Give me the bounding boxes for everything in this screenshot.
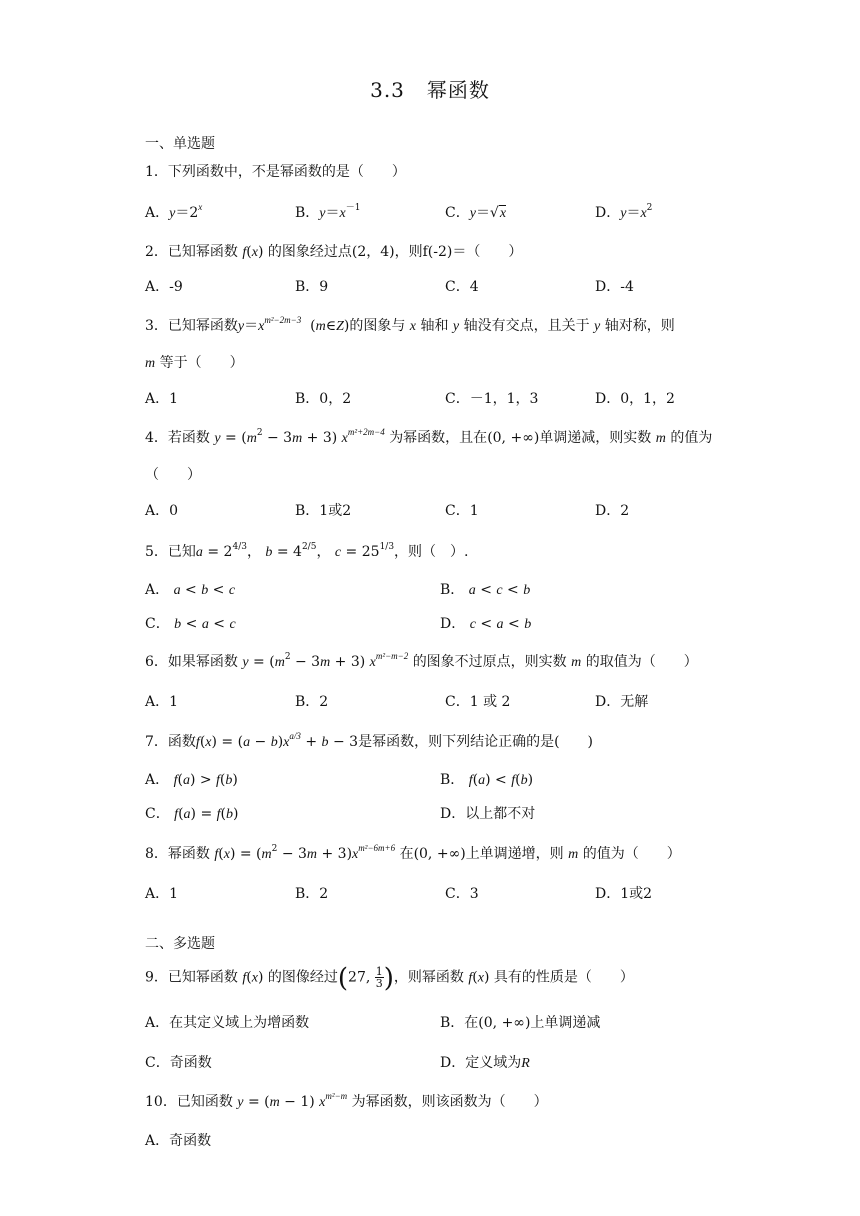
question-6-option-d: D．无解 <box>595 694 649 710</box>
question-5-stem: 5．已知$a = 2^{4/3}$， $b = 4^{2/5}$， $c = 25^{1/3}$，则（ ）. <box>145 542 469 560</box>
question-3-option-c: C．－1，1，3 <box>445 391 539 407</box>
question-1-option-c: C．y＝√x <box>445 205 507 221</box>
question-1-option-d: D．$y=x^2$ <box>595 203 653 221</box>
question-7-option-b: B． f(a) < f(b) <box>440 772 534 788</box>
question-5-option-c: C． b < a < c <box>145 616 236 632</box>
question-4-option-a: A．0 <box>145 503 179 519</box>
question-6-option-c: C．1 或 2 <box>445 694 511 710</box>
question-6-option-b: B．2 <box>295 694 329 710</box>
question-2-option-c: C．4 <box>445 279 479 295</box>
question-8-option-d: D．1或2 <box>595 886 653 902</box>
question-1-stem: 1．下列函数中，不是幂函数的是（ ） <box>145 164 406 180</box>
question-5-option-d: D． c < a < b <box>440 616 532 632</box>
question-8-option-b: B．2 <box>295 886 329 902</box>
question-7-option-a: A． f(a) > f(b) <box>145 772 238 788</box>
question-8-option-c: C．3 <box>445 886 479 902</box>
question-2-option-a: A．-9 <box>145 279 183 295</box>
question-4-option-c: C．1 <box>445 503 479 519</box>
question-9-option-b: B．在(0, +∞)上单调递减 <box>440 1015 601 1031</box>
question-2-stem: 2．已知幂函数 f(x) 的图象经过点(2，4)，则f(-2)＝（ ） <box>145 244 523 260</box>
question-3-stem: 3．已知幂函数$y=x^{m^2-2m-3}$ (m∈Z)的图象与 x 轴和 y 轴没有交点，且关于 y 轴对称，则 <box>145 315 675 334</box>
question-5-option-b: B． a < c < b <box>440 582 531 598</box>
question-3-option-b: B．0，2 <box>295 391 352 407</box>
section-single-choice: 一、单选题 <box>145 136 215 152</box>
question-4-option-d: D．2 <box>595 503 630 519</box>
question-1-option-a: A．$y=2^x$ <box>145 202 203 221</box>
question-10-stem: 10．已知函数 y = (m − 1) $x^{m^2-m}$ 为幂函数，则该函数为（ ） <box>145 1091 548 1110</box>
question-8-option-a: A．1 <box>145 886 179 902</box>
question-1-option-b: B．$y=x^{-1}$ <box>295 203 361 221</box>
question-9-option-c: C．奇函数 <box>145 1055 212 1071</box>
page-title <box>0 74 860 103</box>
question-4-option-b: B．1或2 <box>295 503 352 519</box>
question-3-stem-line2: m 等于（ ） <box>145 355 244 371</box>
question-4-stem-line2: （ ） <box>145 467 201 483</box>
question-6-option-a: A．1 <box>145 694 179 710</box>
question-4-stem: 4．若函数 $y = (m^2 - 3m + 3)$ $x^{m^2+2m-4}$ 为幂函数，且在(0, +∞)单调递减，则实数 m 的值为 <box>145 427 713 446</box>
title-number: 3.3 <box>370 78 405 102</box>
question-7-option-c: C． f(a) = f(b) <box>145 806 239 822</box>
question-10-option-a: A．奇函数 <box>145 1133 212 1149</box>
question-3-option-a: A．1 <box>145 391 179 407</box>
section-multiple-choice: 二、多选题 <box>145 936 215 952</box>
question-5-option-a: A． a < b < c <box>145 582 236 598</box>
question-7-option-d: D．以上都不对 <box>440 806 536 822</box>
question-2-option-d: D．-4 <box>595 279 634 295</box>
question-9-option-a: A．在其定义域上为增函数 <box>145 1015 310 1031</box>
title-text: 幂函数 <box>426 78 490 102</box>
question-6-stem: 6．如果幂函数 $y = (m^2 - 3m + 3)$ $x^{m^2-m-2}$ 的图象不过原点，则实数 m 的取值为（ ） <box>145 651 698 670</box>
question-8-stem: 8．幂函数 $f(x) = (m^2 - 3m + 3)x^{m^2-6m+6}$ 在(0, +∞)上单调递增，则 m 的值为（ ） <box>145 843 681 862</box>
question-3-option-d: D．0，1，2 <box>595 391 675 407</box>
question-2-option-b: B．9 <box>295 279 329 295</box>
question-9-stem: 9．已知幂函数 f(x) 的图像经过(27, $\frac{1}{3}$ )，则幂函数 f(x) 具有的性质是（ ） <box>145 963 634 994</box>
question-7-stem: 7．函数$f(x) = (a - b)x^{a/3} + b - 3$是幂函数，则下列结论正确的是( ) <box>145 731 594 750</box>
question-9-option-d: D．定义域为R <box>440 1055 530 1071</box>
